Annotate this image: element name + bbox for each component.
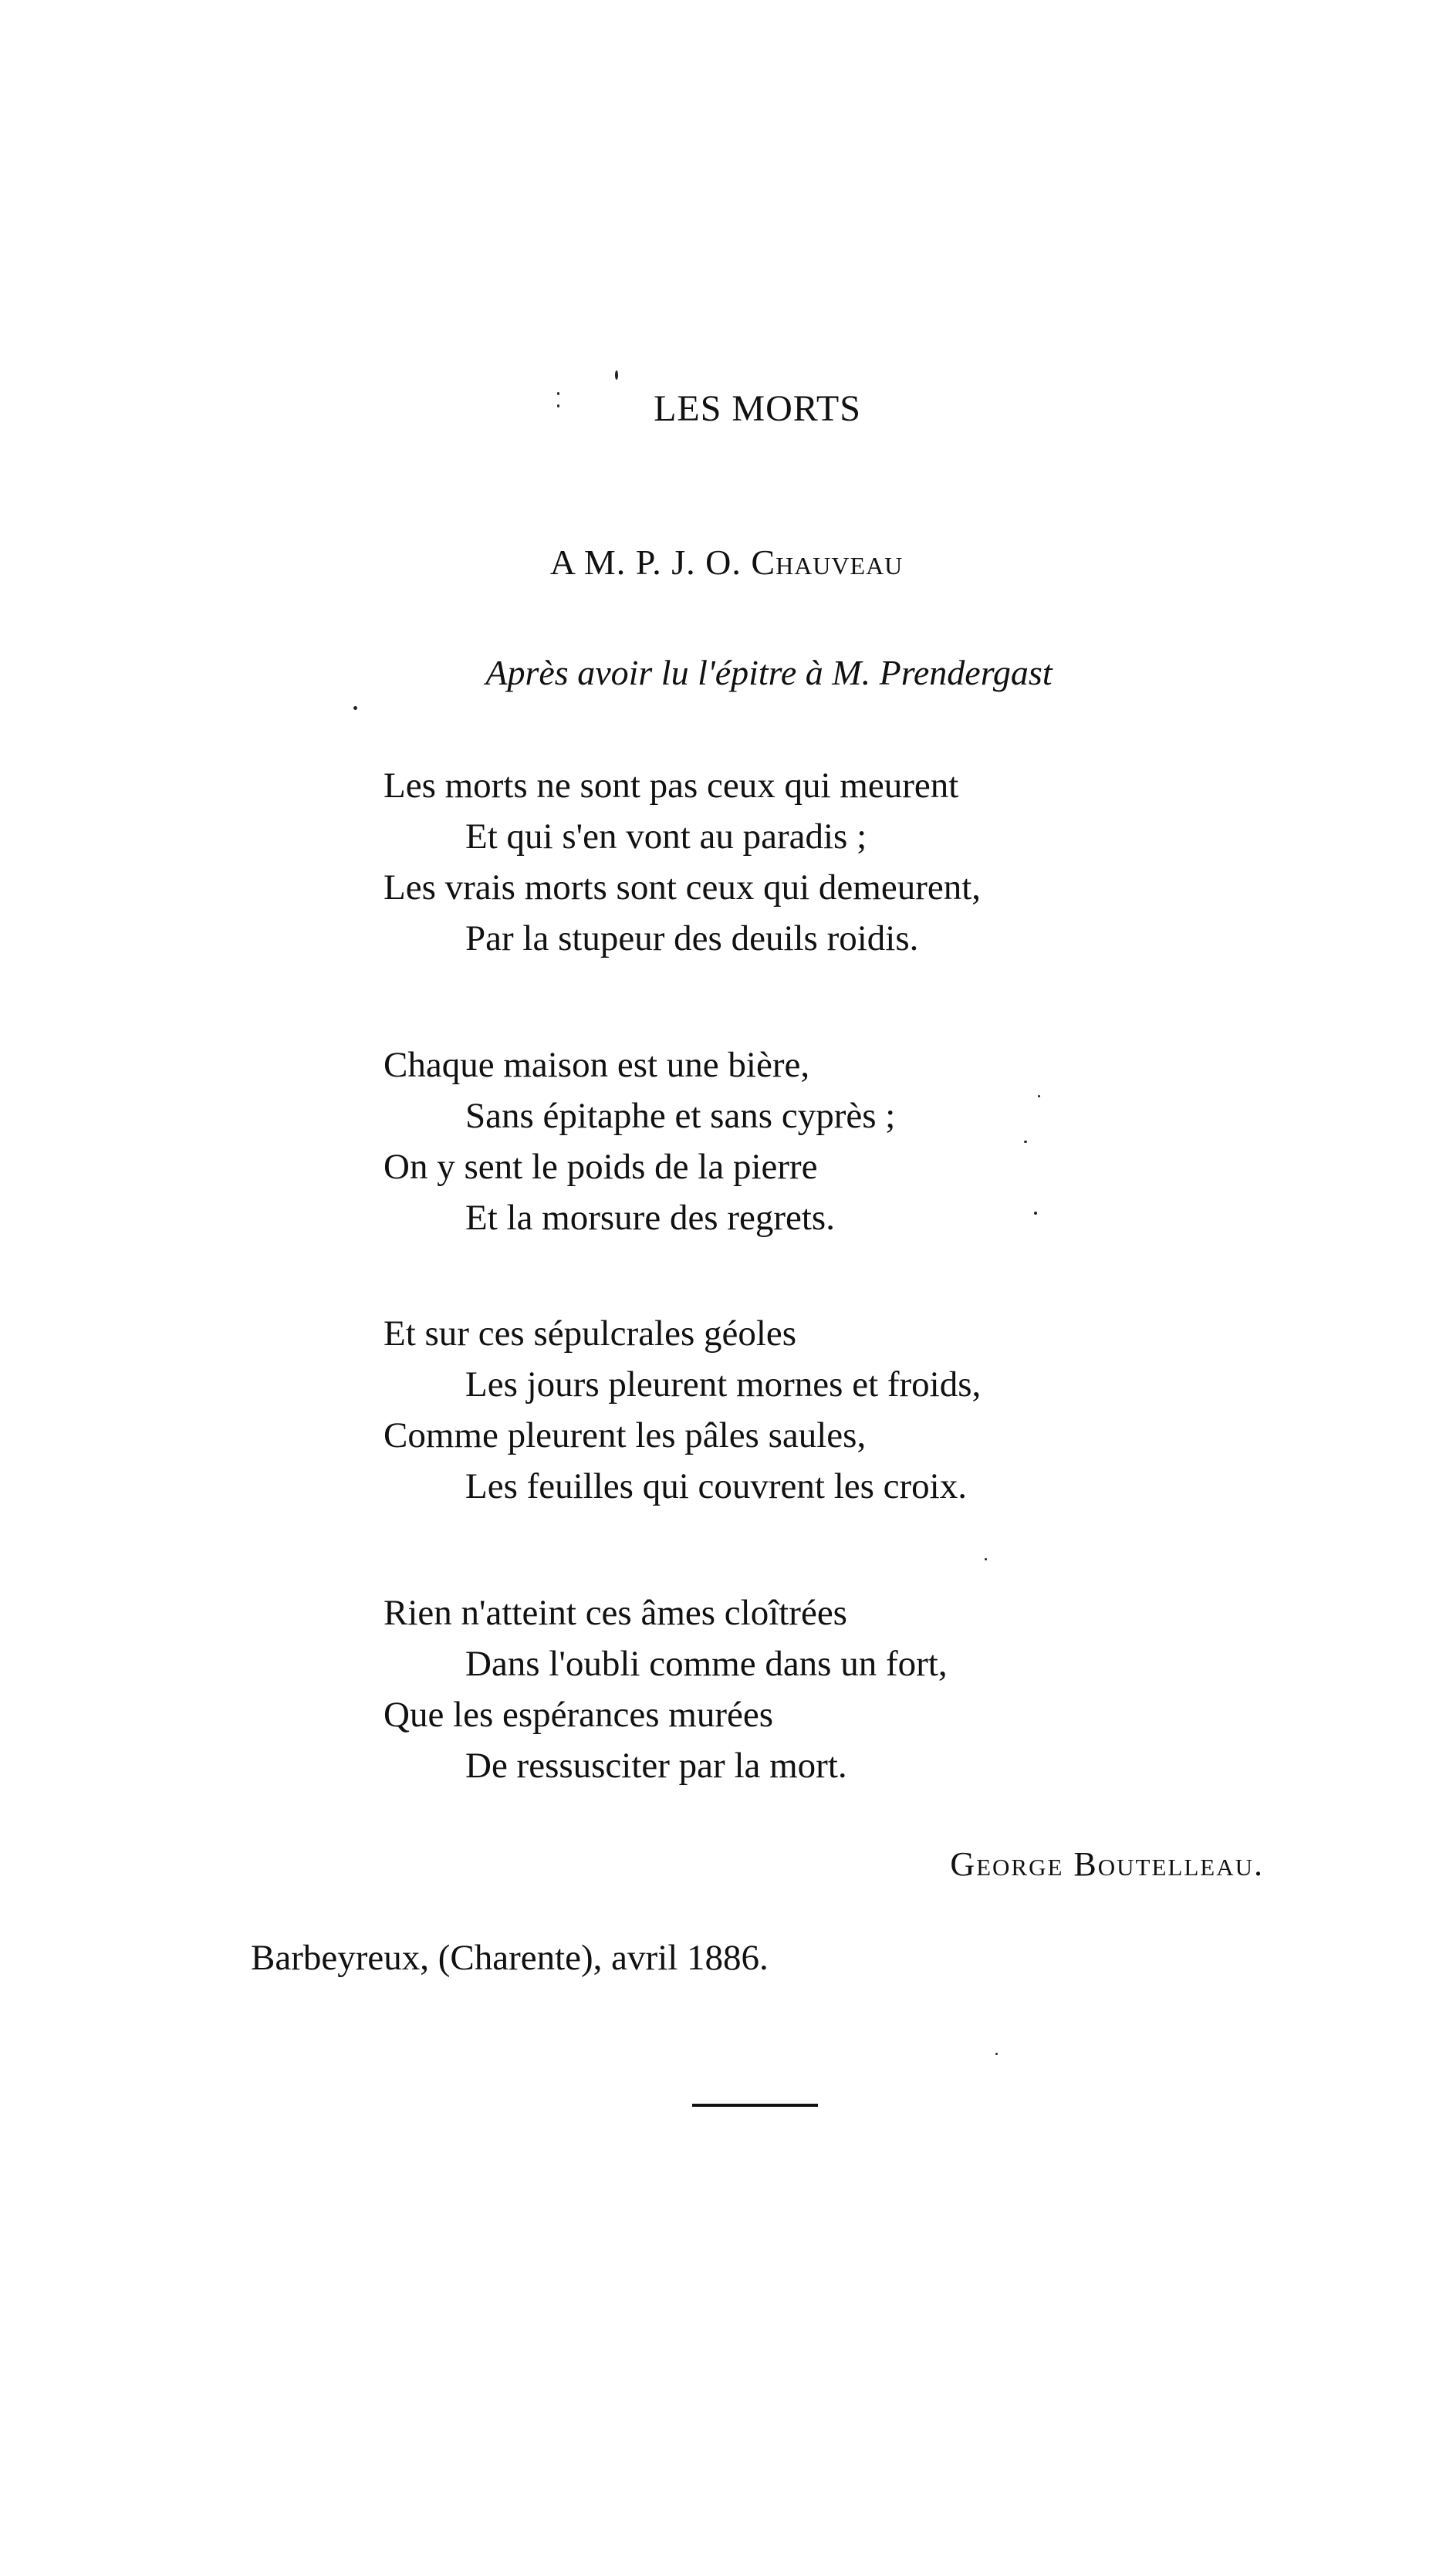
place-date: Barbeyreux, (Charente), avril 1886. xyxy=(251,1938,769,1978)
stanza xyxy=(384,760,981,964)
scan-speck xyxy=(1034,1212,1037,1215)
dedication-name: Chauveau xyxy=(751,543,904,582)
scan-speck xyxy=(557,404,559,407)
verse-line: Les feuilles qui couvrent les croix. xyxy=(465,1466,967,1506)
scan-speck xyxy=(995,2053,998,2055)
stanza xyxy=(384,1040,981,1243)
scan-speck xyxy=(557,392,559,395)
verse-line: Sans épitaphe et sans cyprès ; xyxy=(465,1096,896,1136)
verse-line: Les vrais morts sont ceux qui demeurent, xyxy=(384,867,982,908)
poem-title: LES MORTS xyxy=(654,388,861,429)
verse-line: Les jours pleurent mornes et froids, xyxy=(465,1364,982,1405)
scan-speck xyxy=(1038,1095,1040,1097)
dedication-prefix: A M. P. J. O. xyxy=(549,543,742,582)
verse-line: Les morts ne sont pas ceux qui meurent xyxy=(384,766,959,806)
verse-line: Par la stupeur des deuils roidis. xyxy=(465,918,919,958)
dedication xyxy=(0,542,1453,583)
poem-body xyxy=(384,760,981,1867)
scan-speck xyxy=(1024,1141,1027,1143)
scan-speck xyxy=(353,706,357,710)
epigraph: Après avoir lu l'épitre à M. Prendergast xyxy=(485,653,1053,692)
author-signature: George Boutelleau. xyxy=(950,1845,1264,1883)
stanza xyxy=(384,1587,981,1791)
verse-line: Comme pleurent les pâles saules, xyxy=(384,1415,867,1455)
verse-line: Dans l'oubli comme dans un fort, xyxy=(465,1644,948,1684)
verse-line: De ressusciter par la mort. xyxy=(465,1746,847,1786)
scan-speck xyxy=(615,370,618,380)
verse-line: Et la morsure des regrets. xyxy=(465,1198,835,1238)
verse-line: On y sent le poids de la pierre xyxy=(384,1147,818,1187)
scan-speck xyxy=(985,1558,987,1560)
verse-line: Chaque maison est une bière, xyxy=(384,1045,810,1085)
verse-line: Et sur ces sépulcrales géoles xyxy=(384,1313,797,1354)
verse-line: Et qui s'en vont au paradis ; xyxy=(465,816,867,857)
verse-line: Rien n'atteint ces âmes cloîtrées xyxy=(384,1593,847,1633)
closing-rule xyxy=(692,2104,818,2107)
stanza xyxy=(384,1308,981,1512)
verse-line: Que les espérances murées xyxy=(384,1695,774,1735)
